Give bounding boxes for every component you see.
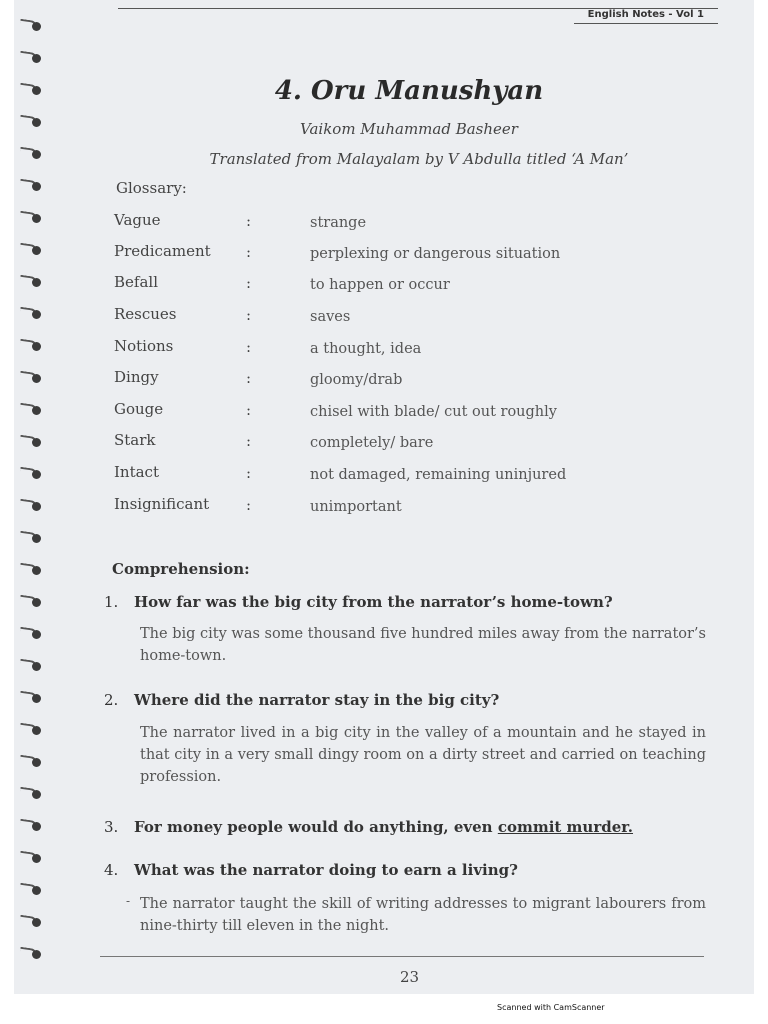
- chapter-title: 4. Oru Manushyan: [274, 76, 544, 106]
- spiral-ring: [20, 628, 42, 638]
- spiral-ring: [20, 468, 42, 478]
- spiral-ring: [20, 372, 42, 382]
- spiral-ring: [20, 340, 42, 350]
- glossary-entry: [114, 495, 714, 517]
- spiral-ring: [20, 788, 42, 798]
- question: [104, 593, 704, 611]
- glossary-definition: completely/ bare: [310, 435, 434, 451]
- spiral-ring: [20, 308, 42, 318]
- glossary-separator: :: [246, 212, 252, 230]
- question: [104, 861, 704, 879]
- question-underlined-text: commit murder.: [497, 818, 634, 836]
- glossary-term: Predicament: [114, 242, 211, 260]
- spiral-ring: [20, 532, 42, 542]
- glossary-definition: to happen or occur: [310, 277, 450, 293]
- spiral-ring: [20, 404, 42, 414]
- notebook-page: [14, 0, 754, 994]
- spiral-ring: [20, 276, 42, 286]
- glossary-separator: :: [246, 274, 252, 292]
- spiral-ring: [20, 244, 42, 254]
- question-text: What was the narrator doing to earn a living?: [134, 861, 518, 879]
- spiral-ring: [20, 52, 42, 62]
- spiral-ring: [20, 180, 42, 190]
- spiral-ring: [20, 820, 42, 830]
- question-number: 2.: [104, 691, 119, 709]
- glossary-separator: :: [246, 369, 252, 387]
- spiral-ring: [20, 724, 42, 734]
- glossary-term: Befall: [114, 273, 158, 291]
- question-number: 3.: [104, 818, 119, 836]
- glossary-entry: [114, 305, 714, 327]
- question-number: 4.: [104, 861, 119, 879]
- question-text: How far was the big city from the narrator’s home-town?: [134, 593, 613, 611]
- spiral-ring: [20, 500, 42, 510]
- glossary-term: Rescues: [114, 305, 177, 323]
- answer: The big city was some thousand five hundred miles away from the narrator’s home-town.: [140, 626, 706, 664]
- glossary-separator: :: [246, 243, 252, 261]
- answer: The narrator taught the skill of writing addresses to migrant labourers from nine-thirty till eleven in the night.: [140, 896, 706, 934]
- answer: The narrator lived in a big city in the valley of a mountain and he stayed in that city in a very small dingy room on a dirty street and carried on teaching profession.: [140, 725, 706, 785]
- header-underline: [574, 23, 718, 24]
- glossary-entry: [114, 400, 714, 422]
- glossary-entry: [114, 463, 714, 485]
- scanner-watermark: Scanned with CamScanner: [497, 1003, 605, 1012]
- spiral-ring: [20, 20, 42, 30]
- glossary-definition: strange: [310, 215, 367, 231]
- spiral-ring: [20, 596, 42, 606]
- glossary-separator: :: [246, 464, 252, 482]
- answer-bullet: -: [126, 894, 131, 908]
- comprehension-heading: Comprehension:: [112, 560, 250, 578]
- glossary-definition: not damaged, remaining uninjured: [310, 467, 567, 483]
- glossary-term: Stark: [114, 431, 156, 449]
- footer-rule: [100, 956, 704, 957]
- glossary-heading: Glossary:: [116, 179, 187, 197]
- glossary-definition: gloomy/drab: [310, 372, 403, 388]
- author-line: Vaikom Muhammad Basheer: [300, 120, 518, 138]
- glossary-separator: :: [246, 496, 252, 514]
- glossary-separator: :: [246, 432, 252, 450]
- spiral-ring: [20, 916, 42, 926]
- glossary-term: Notions: [114, 337, 174, 355]
- spiral-ring: [20, 660, 42, 670]
- glossary-term: Intact: [114, 463, 159, 481]
- spiral-ring: [20, 852, 42, 862]
- running-header: English Notes - Vol 1: [587, 9, 704, 20]
- glossary-entry: [114, 337, 714, 359]
- glossary-entry: [114, 211, 714, 233]
- spiral-ring: [20, 212, 42, 222]
- glossary-definition: saves: [310, 309, 351, 325]
- glossary-definition: chisel with blade/ cut out roughly: [310, 404, 557, 420]
- spiral-ring: [20, 884, 42, 894]
- spiral-ring: [20, 756, 42, 766]
- glossary-entry: [114, 431, 714, 453]
- glossary-definition: unimportant: [310, 499, 402, 515]
- spiral-ring: [20, 692, 42, 702]
- question: [104, 691, 704, 709]
- spiral-ring: [20, 564, 42, 574]
- glossary-separator: :: [246, 401, 252, 419]
- question: [104, 818, 704, 836]
- glossary-entry: [114, 368, 714, 390]
- question-text: For money people would do anything, even: [134, 818, 498, 836]
- glossary-separator: :: [246, 338, 252, 356]
- glossary-term: Gouge: [114, 400, 164, 418]
- glossary-term: Insignificant: [114, 495, 210, 513]
- glossary-entry: [114, 242, 714, 264]
- glossary-term: Vague: [114, 211, 161, 229]
- question-number: 1.: [104, 593, 119, 611]
- glossary-separator: :: [246, 306, 252, 324]
- translation-note: Translated from Malayalam by V Abdulla titled ‘A Man’: [209, 150, 629, 168]
- spiral-ring: [20, 948, 42, 958]
- page-number: 23: [400, 968, 420, 986]
- glossary-definition: a thought, idea: [310, 341, 422, 357]
- spiral-ring: [20, 436, 42, 446]
- glossary-definition: perplexing or dangerous situation: [310, 246, 561, 262]
- question-text: Where did the narrator stay in the big city?: [134, 691, 500, 709]
- glossary-term: Dingy: [114, 368, 159, 386]
- glossary-entry: [114, 273, 714, 295]
